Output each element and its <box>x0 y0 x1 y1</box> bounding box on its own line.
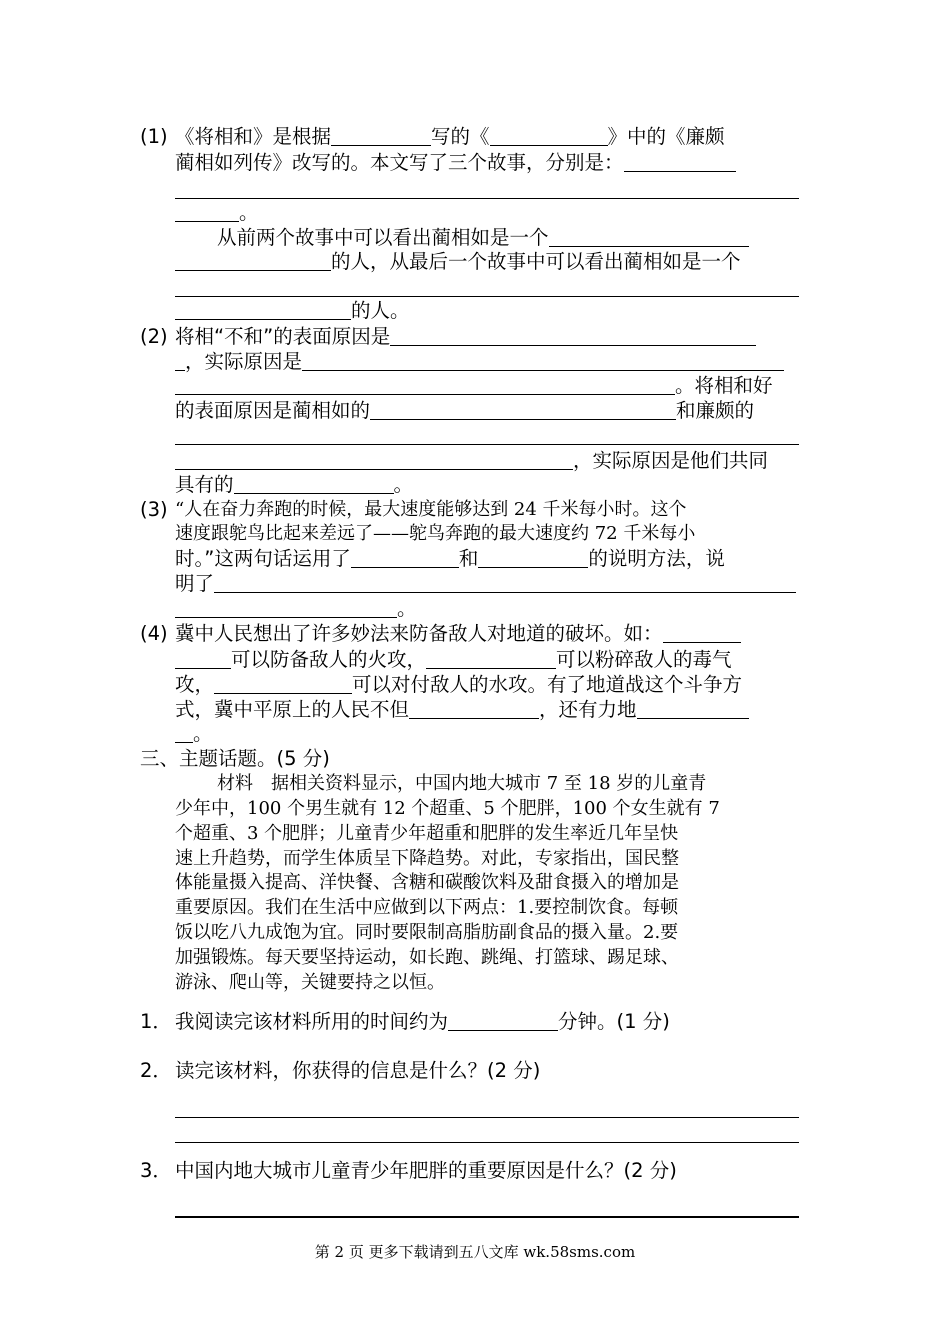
question-number: (3) <box>140 498 168 521</box>
question-text: 的人。 <box>351 299 410 322</box>
answer-line[interactable] <box>175 444 799 445</box>
question-text: ，还有力地 <box>539 698 637 721</box>
question-text: ，实际原因是他们共同 <box>573 449 769 472</box>
answer-blank[interactable] <box>448 1010 558 1031</box>
material-line: 加强锻炼。每天要坚持运动，如长跑、跳绳、打篮球、踢足球、 <box>175 947 679 968</box>
question-text: 的说明方法，说 <box>588 547 725 570</box>
answer-blank[interactable] <box>175 597 397 618</box>
question-text: 读完该材料，你获得的信息是什么？(2 分) <box>175 1059 541 1082</box>
question-text: 写的《 <box>431 125 490 148</box>
answer-blank[interactable] <box>175 350 185 371</box>
question-text: 的人，从最后一个故事中可以看出蔺相如是一个 <box>331 250 741 273</box>
question-number: (1) <box>140 125 168 148</box>
question-text: 从前两个故事中可以看出蔺相如是一个 <box>217 226 549 249</box>
material-line: 少年中，100 个男生就有 12 个超重、5 个肥胖，100 个女生就有 7 <box>175 798 720 819</box>
answer-blank[interactable] <box>351 547 459 568</box>
question-text: 。 <box>397 597 417 620</box>
question-text: 。 <box>393 473 414 496</box>
answer-line[interactable] <box>175 1117 799 1118</box>
answer-blank[interactable] <box>175 299 351 320</box>
question-number: 1． <box>140 1010 172 1033</box>
answer-blank[interactable] <box>663 622 741 643</box>
question-text: 和廉颇的 <box>676 399 755 422</box>
answer-blank[interactable] <box>175 250 331 271</box>
question-text: 明了 <box>175 572 215 595</box>
question-text: 。 <box>193 722 213 745</box>
question-text: “人在奋力奔跑的时候，最大速度能够达到 24 千米每小时。这个 <box>175 499 687 520</box>
question-text: ，实际原因是 <box>185 350 303 373</box>
material-line: 个超重、3 个肥胖；儿童青少年超重和肥胖的发生率近几年呈快 <box>175 823 679 844</box>
question-text: 速度跟鸵鸟比起来差远了——鸵鸟奔跑的最大速度约 72 千米每小 <box>175 523 696 544</box>
question-number: 3． <box>140 1159 172 1182</box>
question-text: 具有的 <box>175 473 234 496</box>
material-line: 游泳、爬山等，关键要持之以恒。 <box>175 972 445 993</box>
question-text: 》中的《廉颇 <box>607 125 725 148</box>
question-text: 分钟。(1 分) <box>558 1010 670 1033</box>
section-title: 三、主题话题。(5 分) <box>140 747 330 770</box>
question-text: 时。”这两句话运用了 <box>175 547 351 570</box>
question-text: 的表面原因是蔺相如的 <box>175 399 371 422</box>
material-line: 速上升趋势，而学生体质呈下降趋势。对此，专家指出，国民整 <box>175 848 679 869</box>
material-line: 重要原因。我们在生活中应做到以下两点：1.要控制饮食。每顿 <box>175 897 679 918</box>
answer-blank[interactable] <box>490 125 608 146</box>
answer-blank[interactable] <box>234 473 394 494</box>
question-text: 可以对付敌人的水攻。有了地道战这个斗争方 <box>352 673 743 696</box>
question-text: 蔺相如列传》改写的。本文写了三个故事，分别是： <box>175 151 624 174</box>
answer-blank[interactable] <box>214 673 352 694</box>
material-line: 饭以吃八九成饱为宜。同时要限制高脂肪副食品的摄入量。2.要 <box>175 922 679 943</box>
material-line: 材料 据相关资料显示，中国内地大城市 7 至 18 岁的儿童青 <box>217 773 707 794</box>
answer-blank[interactable] <box>175 201 239 222</box>
answer-blank[interactable] <box>175 648 231 669</box>
question-number: 2． <box>140 1059 172 1082</box>
answer-line[interactable] <box>175 1216 799 1218</box>
question-text: 式，冀中平原上的人民不但 <box>175 698 410 721</box>
question-text: 我阅读完该材料所用的时间约为 <box>175 1010 449 1033</box>
question-number: (2) <box>140 325 168 348</box>
answer-blank[interactable] <box>175 722 193 743</box>
question-text: 将相“不和”的表面原因是 <box>175 325 391 348</box>
question-text: 。 <box>239 201 259 224</box>
question-text: 攻， <box>175 673 215 696</box>
answer-blank[interactable] <box>624 151 736 172</box>
answer-blank[interactable] <box>390 325 756 346</box>
question-text: 。将相和好 <box>675 374 773 397</box>
answer-blank[interactable] <box>478 547 588 568</box>
answer-line[interactable] <box>175 198 799 199</box>
question-text: 可以防备敌人的火攻， <box>231 648 427 671</box>
answer-blank[interactable] <box>175 449 573 470</box>
answer-blank[interactable] <box>409 698 539 719</box>
answer-blank[interactable] <box>426 648 556 669</box>
question-number: (4) <box>140 622 168 645</box>
question-text: 中国内地大城市儿童青少年肥胖的重要原因是什么？(2 分) <box>175 1159 677 1182</box>
answer-line[interactable] <box>175 1142 799 1143</box>
question-text: 和 <box>458 547 479 570</box>
answer-blank[interactable] <box>331 125 431 146</box>
answer-blank[interactable] <box>302 350 784 371</box>
answer-line[interactable] <box>175 296 799 297</box>
answer-blank[interactable] <box>214 572 796 593</box>
answer-blank[interactable] <box>175 374 675 395</box>
question-text: 可以粉碎敌人的毒气 <box>556 648 732 671</box>
answer-blank[interactable] <box>370 399 676 420</box>
material-line: 体能量摄入提高、洋快餐、含糖和碳酸饮料及甜食摄入的增加是 <box>175 872 679 893</box>
answer-blank[interactable] <box>549 226 749 247</box>
question-text: 冀中人民想出了许多妙法来防备敌人对地道的破坏。如： <box>175 622 663 645</box>
page-footer: 第 2 页 更多下载请到五八文库 wk.58sms.com <box>314 1243 636 1261</box>
answer-blank[interactable] <box>637 698 749 719</box>
question-text: 《将相和》是根据 <box>175 125 332 148</box>
